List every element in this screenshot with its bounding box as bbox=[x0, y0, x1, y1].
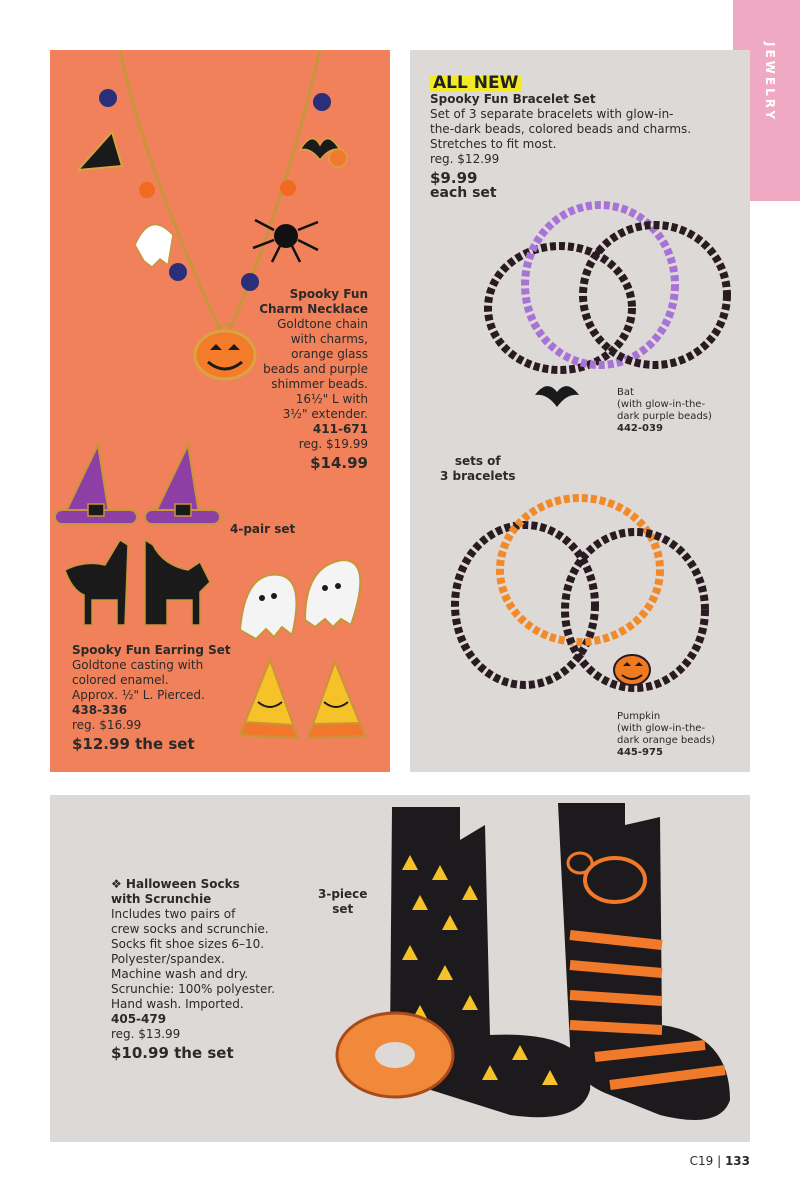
necklace-desc-line: orange glass bbox=[291, 347, 368, 361]
necklace-earring-panel bbox=[50, 50, 390, 772]
socks-reg-price: reg. $13.99 bbox=[111, 1027, 181, 1041]
ghost-earrings bbox=[240, 560, 360, 639]
necklace-desc-line: shimmer beads. bbox=[271, 377, 368, 391]
earring-reg-price: reg. $16.99 bbox=[72, 718, 142, 732]
set-label-line2: set bbox=[332, 902, 354, 916]
candy-corn-earrings bbox=[240, 660, 365, 738]
socks-panel bbox=[50, 795, 750, 1142]
bat-bracelet-desc-line: (with glow-in-the- bbox=[617, 399, 706, 410]
pumpkin-bracelet-desc-line: (with glow-in-the- bbox=[617, 723, 706, 734]
pumpkin-bracelet-sku: 445-975 bbox=[617, 747, 663, 758]
pumpkin-bracelet-desc-line: dark orange beads) bbox=[617, 735, 716, 746]
necklace-desc-line: 16½" L with bbox=[295, 392, 368, 406]
socks-desc-line: Machine wash and dry. bbox=[111, 967, 249, 981]
orange-bead bbox=[139, 182, 155, 198]
bracelet-price-unit: each set bbox=[430, 185, 497, 201]
earring-price: $12.99 the set bbox=[72, 735, 195, 753]
bracelet-name: Spooky Fun Bracelet Set bbox=[430, 92, 596, 106]
all-new-badge: ALL NEW bbox=[430, 76, 521, 91]
earring-set-label: 4-pair set bbox=[230, 522, 296, 536]
socks-desc-line: Scrunchie: 100% polyester. bbox=[111, 982, 276, 996]
bracelet-panel bbox=[410, 50, 750, 772]
earring-sku: 438-336 bbox=[72, 703, 128, 717]
necklace-description bbox=[168, 287, 368, 471]
pumpkin-charm bbox=[614, 655, 650, 685]
necklace-price: $14.99 bbox=[310, 454, 368, 472]
pumpkin-bracelet-info bbox=[617, 711, 715, 759]
ghost-charm bbox=[135, 225, 173, 267]
pumpkin-bracelet-name: Pumpkin bbox=[617, 711, 661, 722]
black-cat-earrings bbox=[65, 540, 210, 625]
bat-bracelet-name: Bat bbox=[617, 387, 634, 398]
earring-desc-line: Goldtone casting with bbox=[72, 658, 204, 672]
section-tab-label: JEWELRY bbox=[763, 42, 777, 123]
necklace-desc-line: with charms, bbox=[290, 332, 368, 346]
purple-bead bbox=[99, 89, 117, 107]
necklace-desc-line: 3½" extender. bbox=[282, 407, 368, 421]
socks-description bbox=[111, 877, 301, 1061]
necklace-desc-line: Goldtone chain bbox=[277, 317, 368, 331]
bracelet-desc-line: the-dark beads, colored beads and charms. bbox=[430, 122, 692, 136]
necklace-sku: 411-671 bbox=[312, 422, 368, 436]
earring-desc-line: Approx. ½" L. Pierced. bbox=[72, 688, 205, 702]
socks-desc-line: Polyester/spandex. bbox=[111, 952, 225, 966]
socks-desc-line: Includes two pairs of bbox=[111, 907, 236, 921]
necklace-name-line2: Charm Necklace bbox=[259, 302, 368, 316]
purple-bead bbox=[313, 93, 331, 111]
bracelet-description bbox=[430, 73, 730, 201]
footer-divider: | bbox=[717, 1154, 725, 1168]
earring-description bbox=[72, 643, 242, 752]
socks-desc-line: Hand wash. Imported. bbox=[111, 997, 244, 1011]
socks-sku: 405-479 bbox=[111, 1012, 167, 1026]
sets-of-bracelets-label bbox=[440, 454, 516, 484]
bracelet-price: $9.99 bbox=[430, 169, 478, 187]
orange-bead bbox=[280, 180, 296, 196]
necklace-desc-line: beads and purple bbox=[263, 362, 368, 376]
witch-hat-charm bbox=[78, 132, 122, 170]
socks-desc-line: crew socks and scrunchie. bbox=[111, 922, 269, 936]
purple-bead bbox=[169, 263, 187, 281]
socks-name-line2: with Scrunchie bbox=[111, 892, 212, 906]
necklace-reg-price: reg. $19.99 bbox=[298, 437, 368, 451]
footer-section: C19 bbox=[689, 1154, 714, 1168]
bat-bracelet-info bbox=[617, 387, 712, 435]
earring-desc-line: colored enamel. bbox=[72, 673, 169, 687]
necklace-name-line1: Spooky Fun bbox=[289, 287, 368, 301]
socks-name-line1: ❖ Halloween Socks bbox=[111, 877, 240, 891]
pumpkin-bracelet-set bbox=[455, 498, 705, 688]
bracelet-desc-line: Set of 3 separate bracelets with glow-in- bbox=[430, 107, 674, 121]
earring-name: Spooky Fun Earring Set bbox=[72, 643, 231, 657]
page-footer bbox=[690, 1154, 750, 1168]
socks-desc-line: Socks fit shoe sizes 6–10. bbox=[111, 937, 265, 951]
set-label-line1: 3-piece bbox=[318, 887, 368, 901]
spider-charm bbox=[274, 224, 298, 248]
bracelet-desc-line: Stretches to fit most. bbox=[430, 137, 557, 151]
sets-label-line1: sets of bbox=[454, 454, 501, 468]
socks-price: $10.99 the set bbox=[111, 1044, 234, 1062]
pumpkin-mini-charm bbox=[329, 149, 347, 167]
bat-bracelet-sku: 442-039 bbox=[617, 423, 663, 434]
bat-charm bbox=[535, 386, 579, 407]
page-number: 133 bbox=[724, 1154, 750, 1168]
bat-bracelet-desc-line: dark purple beads) bbox=[617, 411, 712, 422]
bat-bracelet-set bbox=[488, 205, 727, 370]
socks-set-label bbox=[318, 887, 367, 917]
sets-label-line2: 3 bracelets bbox=[440, 469, 516, 483]
bracelet-reg-price: reg. $12.99 bbox=[430, 152, 500, 166]
